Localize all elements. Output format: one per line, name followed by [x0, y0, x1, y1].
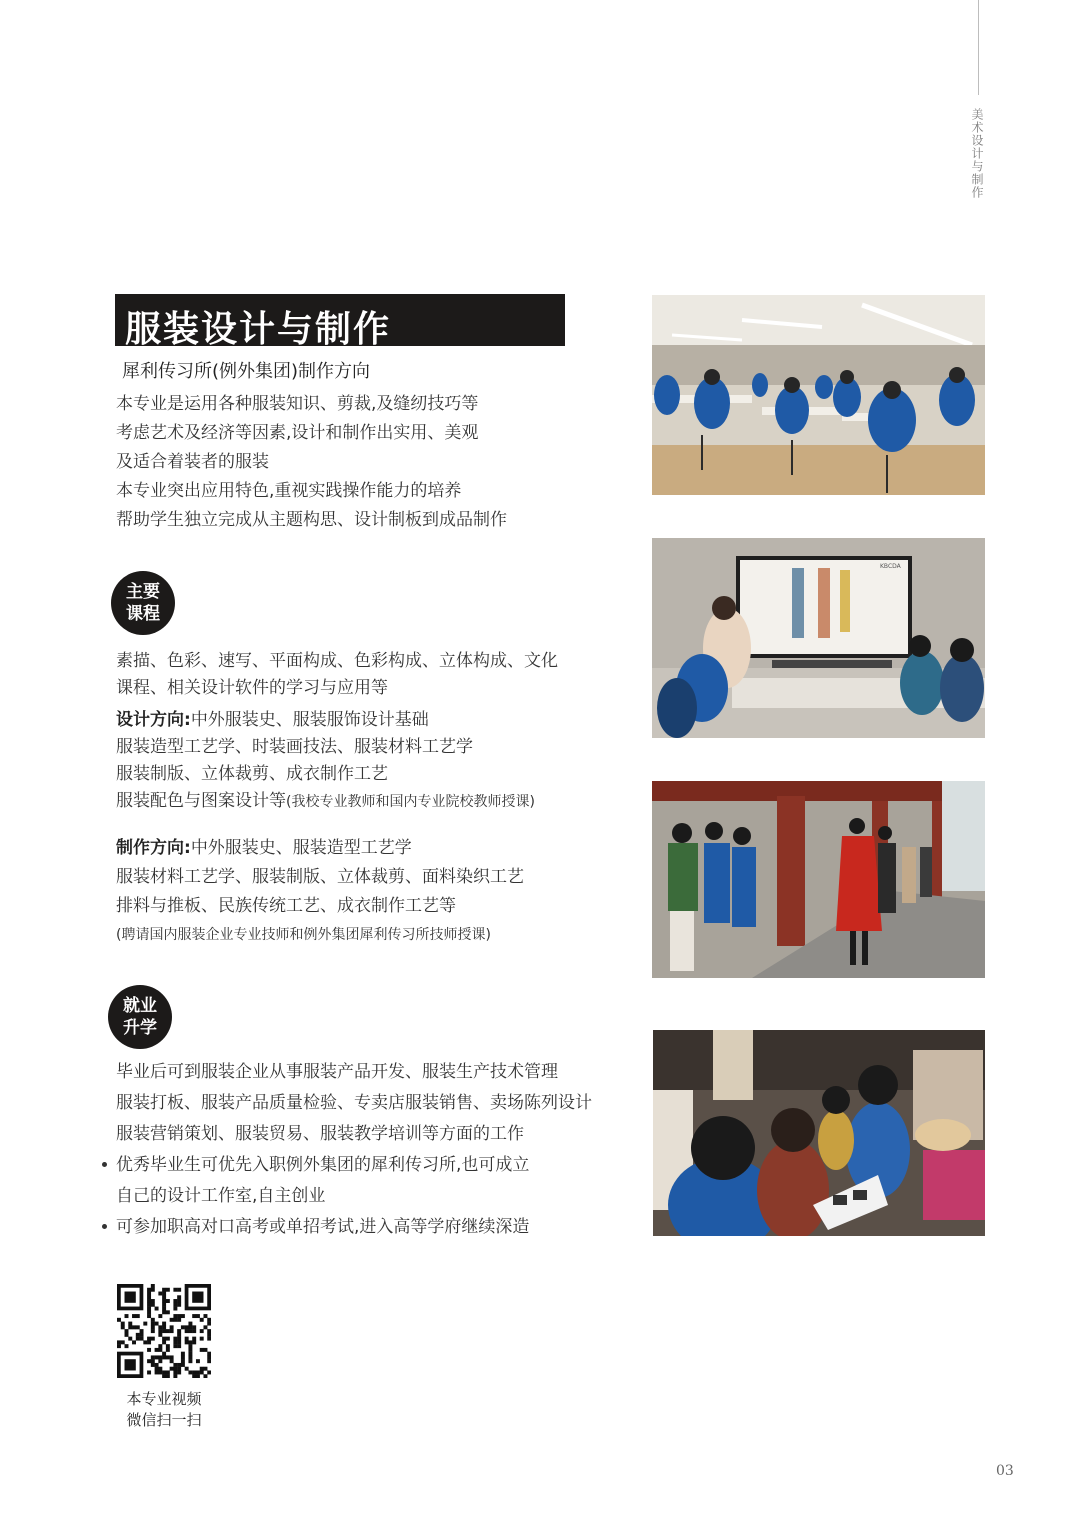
title-banner: [115, 294, 565, 346]
design-direction-block: [116, 707, 535, 815]
courses-list: [116, 648, 558, 702]
production-direction-line: 排料与推板、民族传统工艺、成衣制作工艺等: [116, 896, 456, 916]
qr-code[interactable]: [117, 1284, 211, 1378]
page-number: 03: [996, 1463, 1014, 1479]
lecture-photo: [652, 538, 985, 738]
bullet-dot: [102, 1224, 107, 1229]
career-badge: [108, 985, 172, 1049]
career-line: 服装营销策划、服装贸易、服装教学培训等方面的工作: [116, 1124, 524, 1144]
design-direction-note: (我校专业教师和国内专业院校教师授课): [286, 794, 535, 810]
page-title: 服装设计与制作: [125, 309, 392, 346]
qr-caption: [100, 1389, 228, 1431]
runway-show-photo: [652, 781, 985, 978]
courses-badge: [111, 571, 175, 635]
career-badge-line: 升学: [123, 1018, 157, 1038]
career-line: 毕业后可到服装企业从事服装产品开发、服装生产技术管理: [116, 1062, 558, 1082]
lecture-illustration: [652, 538, 985, 738]
classroom-workshop-photo: [652, 295, 985, 495]
courses-badge-line: 课程: [126, 604, 160, 624]
production-direction-first: 中外服装史、服装造型工艺学: [190, 838, 412, 858]
design-direction-last-main: 服装配色与图案设计等: [116, 791, 286, 811]
production-direction-note: (聘请国内服装企业专业技师和例外集团犀利传习所技师授课): [116, 927, 491, 943]
intro-line: 考虑艺术及经济等因素,设计和制作出实用、美观: [116, 423, 479, 443]
career-line: 服装打板、服装产品质量检验、专卖店服装销售、卖场陈列设计: [116, 1093, 592, 1113]
design-review-illustration: [653, 1030, 985, 1236]
courses-line: 素描、色彩、速写、平面构成、色彩构成、立体构成、文化: [116, 651, 558, 671]
design-direction-last-line: [116, 788, 535, 815]
career-bullet-text: 优秀毕业生可优先入职例外集团的犀利传习所,也可成立: [116, 1155, 530, 1175]
career-badge-line: 就业: [123, 996, 157, 1016]
design-direction-line: 服装制版、立体裁剪、成衣制作工艺: [116, 764, 388, 784]
production-direction-first-line: [116, 834, 524, 863]
classroom-workshop-illustration: [652, 295, 985, 495]
page-subtitle: 犀利传习所(例外集团)制作方向: [122, 361, 371, 382]
design-direction-label: 设计方向:: [116, 710, 191, 730]
intro-line: 本专业突出应用特色,重视实践操作能力的培养: [116, 481, 462, 501]
design-direction-first: 中外服装史、服装服饰设计基础: [190, 710, 429, 730]
career-bullet-1-line: [116, 1150, 592, 1181]
qr-code-graphic: [117, 1284, 211, 1378]
header-divider-line: [978, 0, 979, 95]
design-direction-line: 服装造型工艺学、时装画技法、服装材料工艺学: [116, 737, 473, 757]
qr-caption-line: 微信扫一扫: [126, 1411, 202, 1429]
design-direction-first-line: [116, 707, 535, 734]
screen-label: KBCDA: [880, 563, 901, 570]
section-side-label: 美术设计与制作: [970, 108, 984, 199]
bullet-dot: [102, 1162, 107, 1167]
intro-line: 帮助学生独立完成从主题构思、设计制板到成品制作: [116, 510, 507, 530]
intro-line: 及适合着装者的服装: [116, 452, 269, 472]
runway-show-illustration: [652, 781, 985, 978]
design-review-photo: [653, 1030, 985, 1236]
intro-paragraph: [116, 390, 507, 535]
career-bullet-text: 可参加职高对口高考或单招考试,进入高等学府继续深造: [116, 1217, 530, 1237]
courses-line: 课程、相关设计软件的学习与应用等: [116, 678, 388, 698]
qr-caption-line: 本专业视频: [126, 1390, 202, 1408]
intro-line: 本专业是运用各种服装知识、剪裁,及缝纫技巧等: [116, 394, 479, 414]
production-direction-label: 制作方向:: [116, 838, 191, 858]
career-block: [116, 1057, 592, 1243]
production-direction-line: 服装材料工艺学、服装制版、立体裁剪、面料染织工艺: [116, 867, 524, 887]
career-bullet-2-line: [116, 1212, 592, 1243]
career-bullet-continuation: 自己的设计工作室,自主创业: [116, 1186, 326, 1206]
courses-badge-line: 主要: [126, 582, 160, 602]
production-direction-block: [116, 834, 524, 950]
